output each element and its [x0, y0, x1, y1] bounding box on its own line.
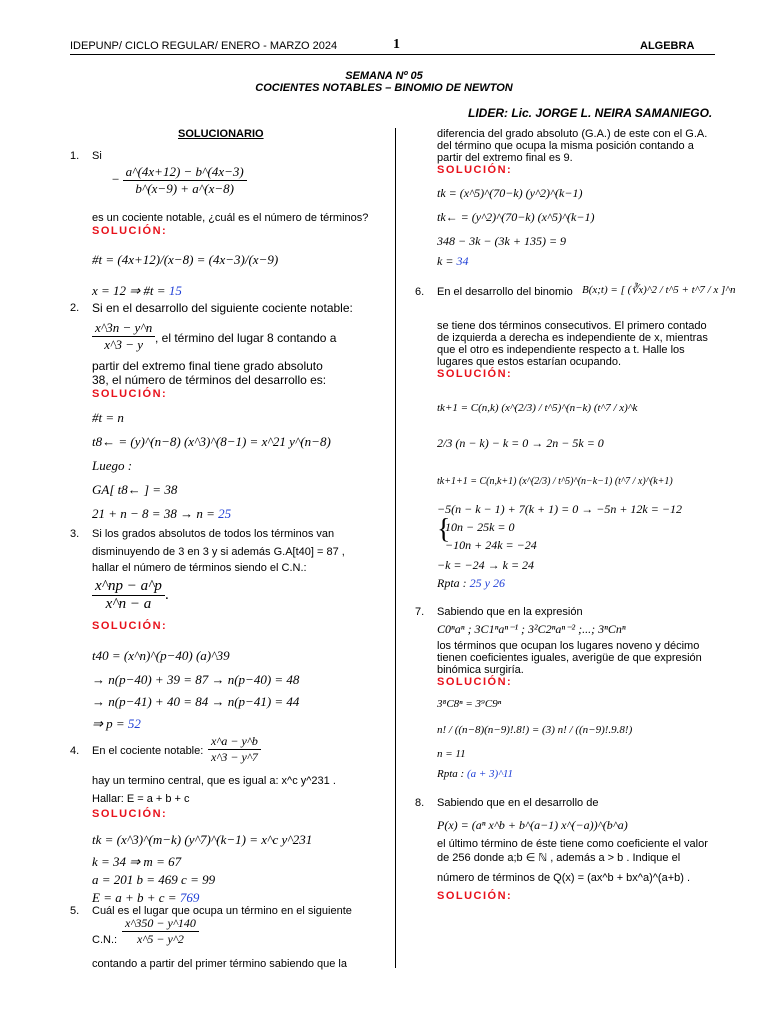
header-subject: ALGEBRA [640, 40, 695, 52]
leader-name: LIDER: Lic. JORGE L. NEIRA SAMANIEGO. [468, 106, 713, 120]
problem-text: los términos que ocupan los lugares noveno y décimo [437, 640, 700, 652]
solution-text: ⇒ p = [92, 716, 128, 731]
problem-text: de izquierda a derecha es independiente de x, mientras [437, 332, 708, 344]
frac-numerator: x^a − y^b [208, 734, 261, 750]
solution-line: k = 34 ⇒ m = 67 [92, 854, 182, 869]
answer: 769 [179, 890, 200, 905]
answer: (a + 3)^11 [466, 768, 514, 780]
frac-denominator: x^3 − y [104, 337, 144, 352]
problem-text: disminuyendo de 3 en 3 y si además G.A[t40] = 87 , [92, 546, 345, 558]
cociente-expression: $\frac{x\^{}np - a\^{}p}{x\^{}n - a}$ . [92, 578, 169, 613]
problem-text: Si [92, 150, 102, 162]
solution-label: SOLUCIÓN: [92, 388, 168, 400]
solution-text: x = 12 ⇒ #t = [92, 283, 169, 298]
problem-text: partir del extremo final es 9. [437, 152, 573, 164]
problem-text: tienen coeficientes iguales, averigüe de que expresión [437, 652, 702, 664]
solution-line: n! / ((n−8)(n−9)!.8!) = (3) n! / ((n−9)!.9.8!) [437, 724, 633, 736]
problem-text: , el término del lugar 8 contando a [155, 331, 337, 345]
solution-text: k = [437, 254, 457, 268]
binomial-expression: B(x;t) = [ (∛x)^2 / t^5 + t^7 / x ]^n [582, 284, 736, 296]
solution-text: Rpta : [437, 576, 470, 590]
solution-line: → n(p−40) + 39 = 87 → n(p−40) = 48 [92, 672, 300, 687]
frac-numerator: x^350 − y^140 [122, 916, 199, 932]
problem-text: el último término de éste tiene como coeficiente el valor [437, 838, 708, 850]
problem-text: hallar el número de términos siendo el C.N.: [92, 562, 307, 574]
solution-label: SOLUCIÓN: [92, 808, 168, 820]
problem-number: 8. [415, 797, 425, 809]
solution-line: tk = (x^5)^(70−k) (y^2)^(k−1) [437, 186, 583, 200]
solution-line: 10n − 25k = 0 [445, 520, 515, 534]
answer: 25 [218, 506, 232, 521]
solution-line: 3⁸C8ⁿ = 3⁹C9ⁿ [437, 698, 502, 710]
problem-text: binómica surgiría. [437, 664, 524, 676]
solution-line [92, 890, 199, 906]
solution-text: 21 + n − 8 = 38 → n = [92, 506, 219, 521]
cociente-expression [122, 916, 199, 947]
frac-denominator: x^5 − y^2 [137, 932, 184, 946]
frac-numerator: x^3n − y^n [92, 320, 155, 337]
solution-line [437, 576, 505, 591]
solution-line: 348 − 3k − (3k + 135) = 9 [437, 234, 567, 248]
week-title: SEMANA Nº 05 [345, 70, 423, 82]
solution-line: tk← = (y^2)^(70−k) (x^5)^(k−1) [437, 210, 595, 224]
solution-line: #t = (4x+12)/(x−8) = (4x−3)/(x−9) [92, 252, 279, 267]
problem-number: 5. [70, 905, 80, 917]
solution-line: a = 201 b = 469 c = 99 [92, 872, 216, 887]
solution-line: −k = −24 → k = 24 [437, 558, 535, 572]
problem-text: lugares que estos estarían ocupando. [437, 356, 622, 368]
solution-label: SOLUCIÓN: [437, 890, 513, 902]
frac-numerator: x^np − a^p [92, 578, 165, 596]
solution-line: GA[ t8← ] = 38 [92, 482, 178, 497]
frac-denominator: x^n − a [105, 596, 152, 612]
problem-text: Cuál es el lugar que ocupa un término en el siguiente [92, 905, 352, 917]
problem-text: En el cociente notable: [92, 745, 204, 757]
problem-text: de 256 donde a;b ∈ ℕ , además a > b . Indique el [437, 852, 681, 864]
answer: 34 [456, 254, 469, 268]
problem-text: Sabiendo que en la expresión [437, 606, 583, 618]
solution-line: tk = (x^3)^(m−k) (y^7)^(k−1) = x^c y^231 [92, 832, 313, 847]
column-divider [395, 128, 396, 968]
solution-line [92, 283, 182, 299]
solution-line [92, 716, 141, 732]
solution-line: #t = n [92, 410, 124, 425]
frac-denominator: b^(x−9) + a^(x−8) [135, 181, 234, 196]
binomial-expression: C0ⁿaⁿ ; 3C1ⁿaⁿ⁻¹ ; 3²C2ⁿaⁿ⁻² ;...; 3ⁿCnⁿ [437, 622, 626, 636]
problem-text: contando a partir del primer término sabiendo que la [92, 958, 347, 970]
answer: 15 [168, 283, 182, 298]
problem-text: número de términos de Q(x) = (ax^b + bx^a)^(a+b) . [437, 872, 691, 884]
solution-line: Luego : [92, 458, 133, 473]
header-rule [70, 54, 715, 55]
solution-line: tk+1+1 = C(n,k+1) (x^(2/3) / t^5)^(n−k−1) (t^7 / x)^(k+1) [437, 476, 673, 487]
solution-text: Rpta : [437, 768, 467, 780]
problem-text: diferencia del grado absoluto (G.A.) de este con el G.A. [437, 128, 708, 140]
problem-text: hay un termino central, que es igual a: x^c y^231 . [92, 775, 336, 787]
cn-label: C.N.: [92, 934, 118, 946]
cociente-expression [92, 320, 155, 353]
solucionario-title: SOLUCIONARIO [178, 128, 264, 140]
frac-denominator: x^3 − y^7 [211, 750, 258, 764]
solution-line: t40 = (x^n)^(p−40) (a)^39 [92, 648, 230, 663]
problem-text: 38, el número de términos del desarrollo es: [92, 373, 327, 387]
solution-line [437, 254, 468, 269]
problem-text: Si en el desarrollo del siguiente cociente notable: [92, 301, 353, 315]
problem-text: se tiene dos términos consecutivos. El primero contado [437, 320, 707, 332]
solution-line: n = 11 [437, 748, 466, 760]
solution-label: SOLUCIÓN: [92, 225, 168, 237]
solution-label: SOLUCIÓN: [437, 368, 513, 380]
cociente-expression [208, 734, 261, 765]
problem-text: Si los grados absolutos de todos los términos van [92, 528, 335, 540]
frac-numerator: a^(4x+12) − b^(4x−3) [123, 164, 247, 181]
solution-line [437, 768, 513, 780]
solution-line: → n(p−41) + 40 = 84 → n(p−41) = 44 [92, 694, 300, 709]
problem-number: 7. [415, 606, 425, 618]
cociente-expression: − $\frac{a\^{}(4x+12) - b\^{}(4x-3)}{b\^{}(x-9) + a\^{}(x-8)}$ [112, 164, 247, 197]
problem-text: Hallar: E = a + b + c [92, 793, 190, 805]
problem-number: 6. [415, 286, 425, 298]
answer: 25 y 26 [469, 576, 505, 590]
solution-line: −5(n − k − 1) + 7(k + 1) = 0 → −5n + 12k = −12 [437, 502, 682, 516]
answer: 52 [127, 716, 141, 731]
solution-line: t8← = (y)^(n−8) (x^3)^(8−1) = x^21 y^(n−8) [92, 434, 331, 449]
solution-line: 2/3 (n − k) − k = 0 → 2n − 5k = 0 [437, 436, 604, 450]
problem-text: partir del extremo final tiene grado absoluto [92, 359, 323, 373]
topic-title: COCIENTES NOTABLES – BINOMIO DE NEWTON [255, 82, 513, 94]
header-course: IDEPUNP/ CICLO REGULAR/ ENERO - MARZO 2024 [70, 40, 338, 52]
solution-line [92, 506, 231, 522]
binomial-expression: P(x) = (aⁿ x^b + b^(a−1) x^(−a))^(b^a) [437, 818, 628, 832]
solution-text: E = a + b + c = [92, 890, 180, 905]
problem-text: Sabiendo que en el desarrollo de [437, 797, 599, 809]
problem-number: 3. [70, 528, 80, 540]
solution-line: tk+1 = C(n,k) (x^(2/3) / t^5)^(n−k) (t^7 / x)^k [437, 402, 638, 414]
problem-text: En el desarrollo del binomio [437, 286, 573, 298]
page-number: 1 [393, 37, 400, 52]
problem-number: 2. [70, 302, 80, 314]
problem-number: 4. [70, 745, 80, 757]
solution-line: −10n + 24k = −24 [445, 538, 537, 552]
problem-text: del término que ocupa la misma posición contando a [437, 140, 694, 152]
problem-text: que el otro es independiente respecto a t. Halle los [437, 344, 685, 356]
solution-label: SOLUCIÓN: [437, 676, 513, 688]
problem-number: 1. [70, 150, 80, 162]
solution-label: SOLUCIÓN: [92, 620, 168, 632]
problem-text: es un cociente notable, ¿cuál es el número de términos? [92, 212, 369, 224]
brace-icon: { [437, 514, 451, 545]
solution-label: SOLUCIÓN: [437, 164, 513, 176]
